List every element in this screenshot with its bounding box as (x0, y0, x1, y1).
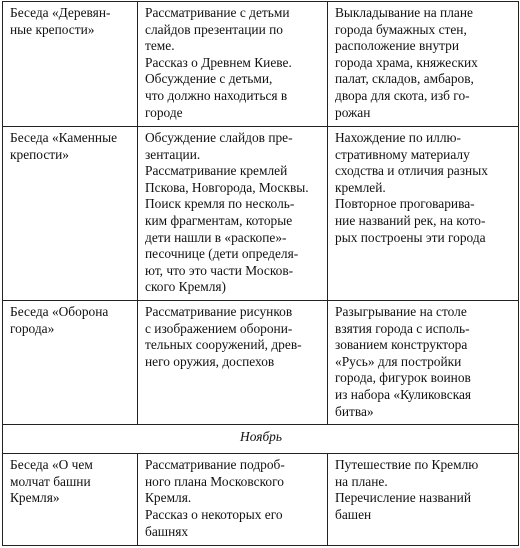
practice-text: Нахождение по иллю- стративному материалу сходства и отличия разных кремлей. Повторное проговарива- ние названий рек, на кото- рых построены эти города (335, 130, 488, 245)
topic-cell (3, 127, 138, 301)
month-row (3, 425, 519, 454)
topic-cell (3, 454, 138, 546)
topic-text: Беседа «Деревян- ные крепости» (10, 5, 111, 37)
table-row (3, 454, 519, 546)
practice-cell (328, 301, 519, 425)
table-row (3, 2, 519, 127)
topic-cell (3, 2, 138, 127)
practice-text: Выкладывание на плане города бумажных стен, расположение внутри города храма, княжеских палат, складов, амбаров, двора для скота, изб го- рожан (335, 5, 478, 120)
table-row (3, 301, 519, 425)
topic-cell (3, 301, 138, 425)
activity-cell (138, 454, 328, 546)
topic-text: Беседа «О чем молчат башни Кремля» (10, 457, 93, 506)
activity-text: Обсуждение слайдов пре- зентации. Рассматривание кремлей Пскова, Новгорода, Москвы. Поиск кремля по несколь- ким фрагментам, которые дети нашли в «раскопе»- песочнице (дети определя- ют, что это части Москов- ского Кремля) (145, 130, 309, 295)
table-row (3, 127, 519, 301)
practice-text: Разыгрывание на столе взятия города с исполь- зованием конструктора «Русь» для постройки города, фигурок воинов из набора «Куликовская битва» (335, 304, 472, 419)
activity-text: Рассматривание с детьми слайдов презентации по теме. Рассказ о Древнем Киеве. Обсуждение с детьми, что должно находиться в городе (145, 5, 292, 120)
practice-text: Путешествие по Кремлю на плане. Перечисление названий башен (335, 457, 479, 522)
practice-cell (328, 2, 519, 127)
month-heading: Ноябрь (3, 425, 519, 454)
activity-cell (138, 301, 328, 425)
activity-cell (138, 2, 328, 127)
activity-table (2, 1, 519, 546)
topic-text: Беседа «Оборона города» (10, 304, 109, 336)
activity-text: Рассматривание подроб- ного плана Московского Кремля. Рассказ о некоторых его башнях (145, 457, 285, 539)
practice-cell (328, 127, 519, 301)
activity-text: Рассматривание рисунков с изображением оборони- тельных сооружений, древ- него оружия, доспехов (145, 304, 302, 369)
topic-text: Беседа «Каменные крепости» (10, 130, 118, 162)
activity-cell (138, 127, 328, 301)
practice-cell (328, 454, 519, 546)
